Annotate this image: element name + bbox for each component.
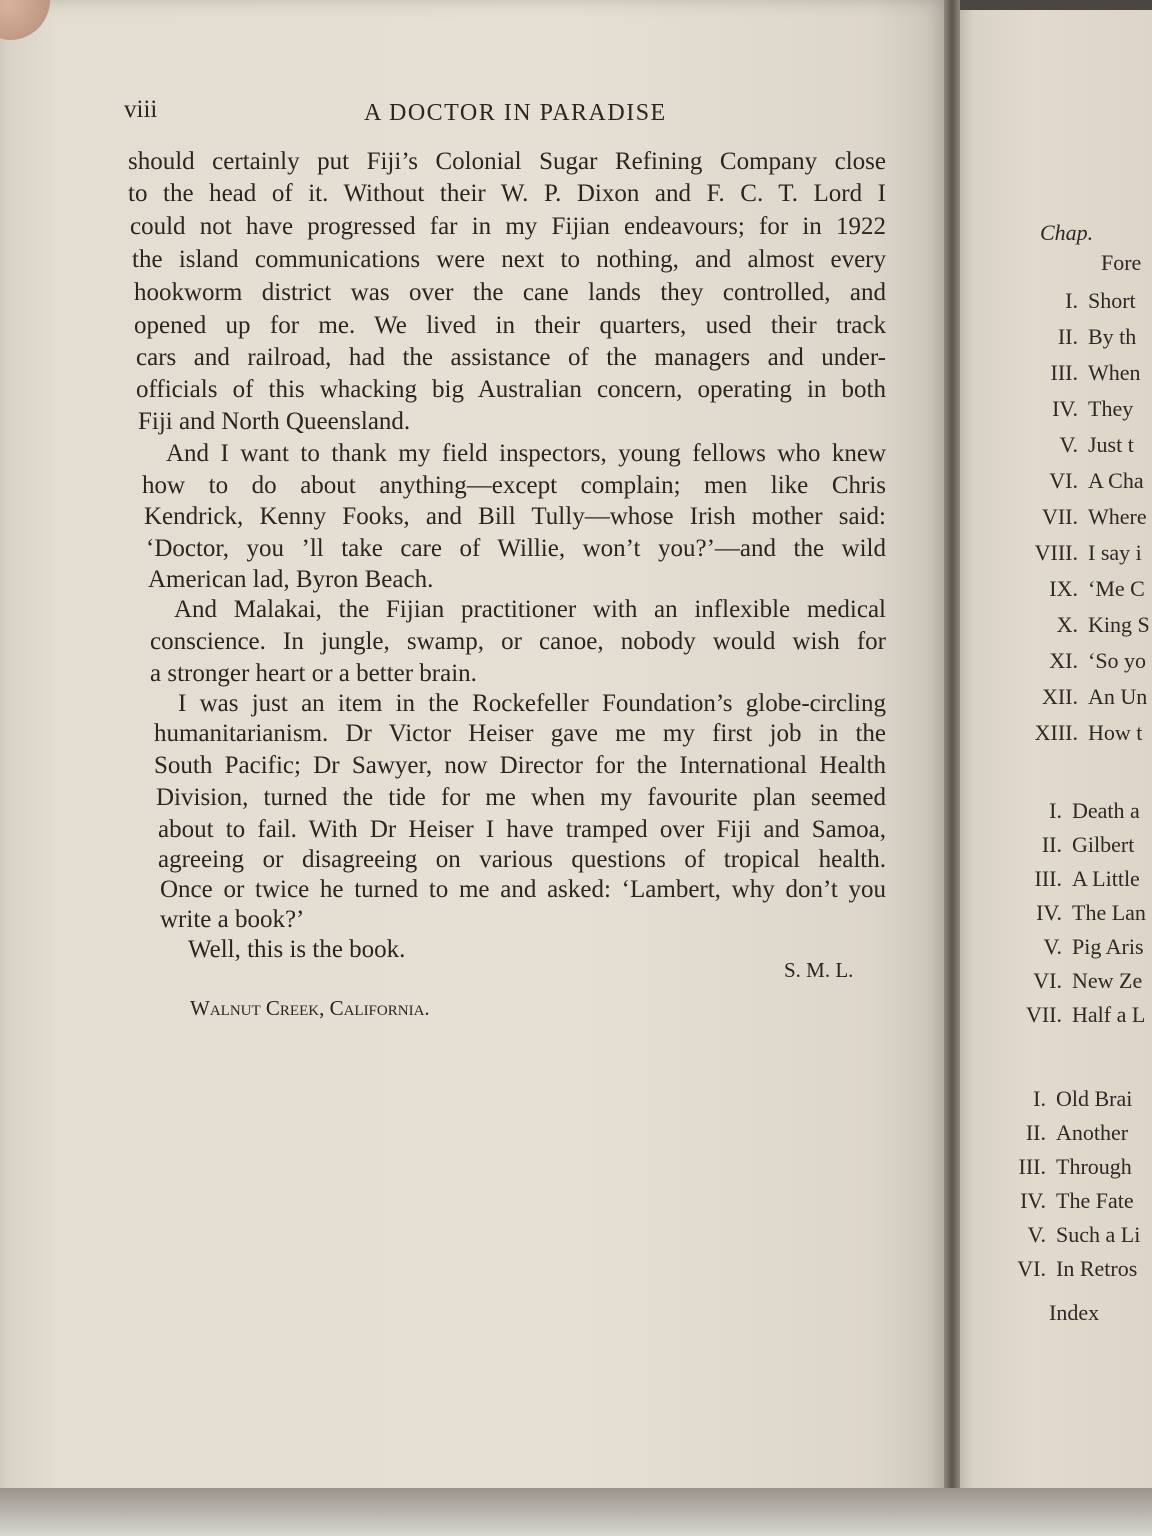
toc-entry-number: VI. [1033, 968, 1062, 993]
toc-entry-title: The Fate [1056, 1188, 1134, 1213]
toc-entry [976, 1120, 1128, 1146]
text-line: American lad, Byron Beach. [148, 566, 434, 593]
toc-entry [976, 1086, 1132, 1112]
toc-entry-title: New Ze [1072, 968, 1143, 993]
toc-entry [992, 934, 1144, 960]
toc-entry [1008, 504, 1147, 530]
text-line: should certainly put Fiji’s Colonial Sugar Refining Company close [128, 148, 886, 175]
text-line: Once or twice he turned to me and asked: ‘Lambert, why don’t you [160, 876, 886, 903]
text-line: Kendrick, Kenny Fooks, and Bill Tully—whose Irish mother said: [144, 503, 886, 530]
running-head: A DOCTOR IN PARADISE [364, 100, 667, 126]
toc-entry [992, 900, 1146, 926]
text-line: how to do about anything—except complain; men like Chris [142, 472, 886, 499]
toc-item: Fore [1101, 250, 1142, 275]
toc-entry-number: I. [1065, 288, 1078, 313]
table-of-contents [958, 10, 1152, 1536]
toc-entry-number: I. [1049, 798, 1062, 823]
text-line: And Malakai, the Fijian practitioner with an inflexible medical [174, 596, 886, 623]
toc-entry-number: V. [1059, 432, 1078, 457]
toc-entry-number: III. [1034, 866, 1062, 891]
place-line: Walnut Creek, California. [190, 996, 430, 1020]
toc-entry [976, 1188, 1134, 1214]
toc-entry-title: Through [1056, 1154, 1132, 1179]
author-initials: S. M. L. [784, 958, 854, 982]
toc-entry-title: Short [1088, 288, 1136, 313]
toc-entry [1008, 432, 1134, 458]
toc-entry-title: Such a Li [1056, 1222, 1141, 1247]
toc-entry-title: A Little [1072, 866, 1140, 891]
text-line: opened up for me. We lived in their quarters, used their track [134, 312, 886, 339]
text-line: hookworm district was over the cane lands they controlled, and [134, 279, 886, 306]
text-line: cars and railroad, had the assistance of the managers and under- [136, 344, 886, 371]
toc-entry [976, 1256, 1137, 1282]
text-line: a stronger heart or a better brain. [150, 660, 477, 687]
toc-entry-title: In Retros [1056, 1256, 1138, 1281]
toc-entry-number: XII. [1041, 684, 1078, 709]
text-line: about to fail. With Dr Heiser I have tramped over Fiji and Samoa, [158, 816, 886, 843]
toc-entry-number: IV. [1020, 1188, 1046, 1213]
toc-entry [1008, 720, 1142, 746]
toc-entry-title: Just t [1088, 432, 1134, 457]
toc-entry-title: I say i [1088, 540, 1142, 565]
folio: viii [124, 96, 158, 123]
toc-entry-title: The Lan [1072, 900, 1146, 925]
toc-entry [1008, 576, 1145, 602]
toc-entry-title: They [1088, 396, 1134, 421]
toc-entry-title: King S [1088, 612, 1150, 637]
toc-entry [1008, 540, 1142, 566]
toc-entry-number: XIII. [1034, 720, 1078, 745]
toc-entry [1008, 396, 1133, 422]
toc-entry-number: III. [1018, 1154, 1046, 1179]
toc-entry [1008, 288, 1136, 314]
toc-entry-title: ‘Me C [1088, 576, 1145, 601]
toc-entry [992, 1002, 1145, 1028]
toc-entry [976, 1154, 1132, 1180]
toc-entry [992, 832, 1134, 858]
toc-entry-title: Gilbert [1072, 832, 1135, 857]
text-line: to the head of it. Without their W. P. Dixon and F. C. T. Lord I [128, 180, 886, 207]
toc-entry-title: Pig Aris [1072, 934, 1144, 959]
toc-entry-title: An Un [1088, 684, 1148, 709]
text-line: conscience. In jungle, swamp, or canoe, nobody would wish for [150, 628, 886, 655]
toc-entry-number: VIII. [1034, 540, 1078, 565]
toc-entry-number: VII. [1025, 1002, 1062, 1027]
toc-entry-title: By th [1088, 324, 1137, 349]
text-line: ‘Doctor, you ’ll take care of Willie, won’t you?’—and the wild [146, 535, 886, 562]
toc-entry-number: IX. [1049, 576, 1078, 601]
toc-entry-title: A Cha [1088, 468, 1144, 493]
text-line: could not have progressed far in my Fijian endeavours; for in 1922 [130, 213, 886, 240]
text-line: I was just an item in the Rockefeller Foundation’s globe-circling [178, 690, 886, 717]
toc-entry-number: V. [1043, 934, 1062, 959]
toc-entry-number: VI. [1017, 1256, 1046, 1281]
chap-label: Chap. [1040, 220, 1094, 245]
toc-entry [1008, 468, 1144, 494]
text-line: agreeing or disagreeing on various questions of tropical health. [158, 846, 886, 873]
toc-entry-number: I. [1033, 1086, 1046, 1111]
toc-entry [976, 1222, 1140, 1248]
text-line: Well, this is the book. [188, 936, 406, 963]
text-line: South Pacific; Dr Sawyer, now Director for the International Health [154, 752, 886, 779]
toc-entry-title: ‘So yo [1088, 648, 1147, 673]
text-line: officials of this whacking big Australian concern, operating in both [136, 376, 886, 403]
toc-entry-title: When [1088, 360, 1141, 385]
text-line: humanitarianism. Dr Victor Heiser gave me my first job in the [154, 720, 886, 747]
toc-entry [992, 968, 1142, 994]
toc-entry [1008, 612, 1150, 638]
toc-entry [1008, 648, 1146, 674]
text-line: And I want to thank my field inspectors, young fellows who knew [166, 440, 886, 467]
toc-index: Index [1049, 1300, 1100, 1325]
toc-entry-number: VI. [1049, 468, 1078, 493]
toc-entry-title: Where [1088, 504, 1147, 529]
toc-entry-number: II. [1041, 832, 1062, 857]
toc-entry-title: How t [1088, 720, 1143, 745]
toc-entry-number: XI. [1049, 648, 1078, 673]
toc-entry [1008, 360, 1141, 386]
toc-entry [1008, 324, 1136, 350]
toc-entry-title: Half a L [1072, 1002, 1146, 1027]
toc-entry-number: IV. [1036, 900, 1062, 925]
toc-entry [992, 798, 1140, 824]
toc-entry-number: VII. [1041, 504, 1078, 529]
text-line: Fiji and North Queensland. [138, 408, 411, 435]
toc-entry-number: II. [1057, 324, 1078, 349]
toc-entry [992, 866, 1140, 892]
toc-entry-title: Old Brai [1056, 1086, 1133, 1111]
toc-entry-title: Death a [1072, 798, 1140, 823]
toc-entry-number: IV. [1052, 396, 1078, 421]
toc-entry-number: V. [1027, 1222, 1046, 1247]
toc-entry-number: III. [1050, 360, 1078, 385]
text-line: write a book?’ [160, 906, 305, 933]
toc-entry-number: X. [1056, 612, 1078, 637]
toc-entry-title: Another [1056, 1120, 1129, 1145]
text-line: Division, turned the tide for me when my favourite plan seemed [156, 784, 886, 811]
text-line: the island communications were next to nothing, and almost every [132, 246, 886, 273]
toc-entry [1008, 684, 1147, 710]
toc-entry-number: II. [1025, 1120, 1046, 1145]
